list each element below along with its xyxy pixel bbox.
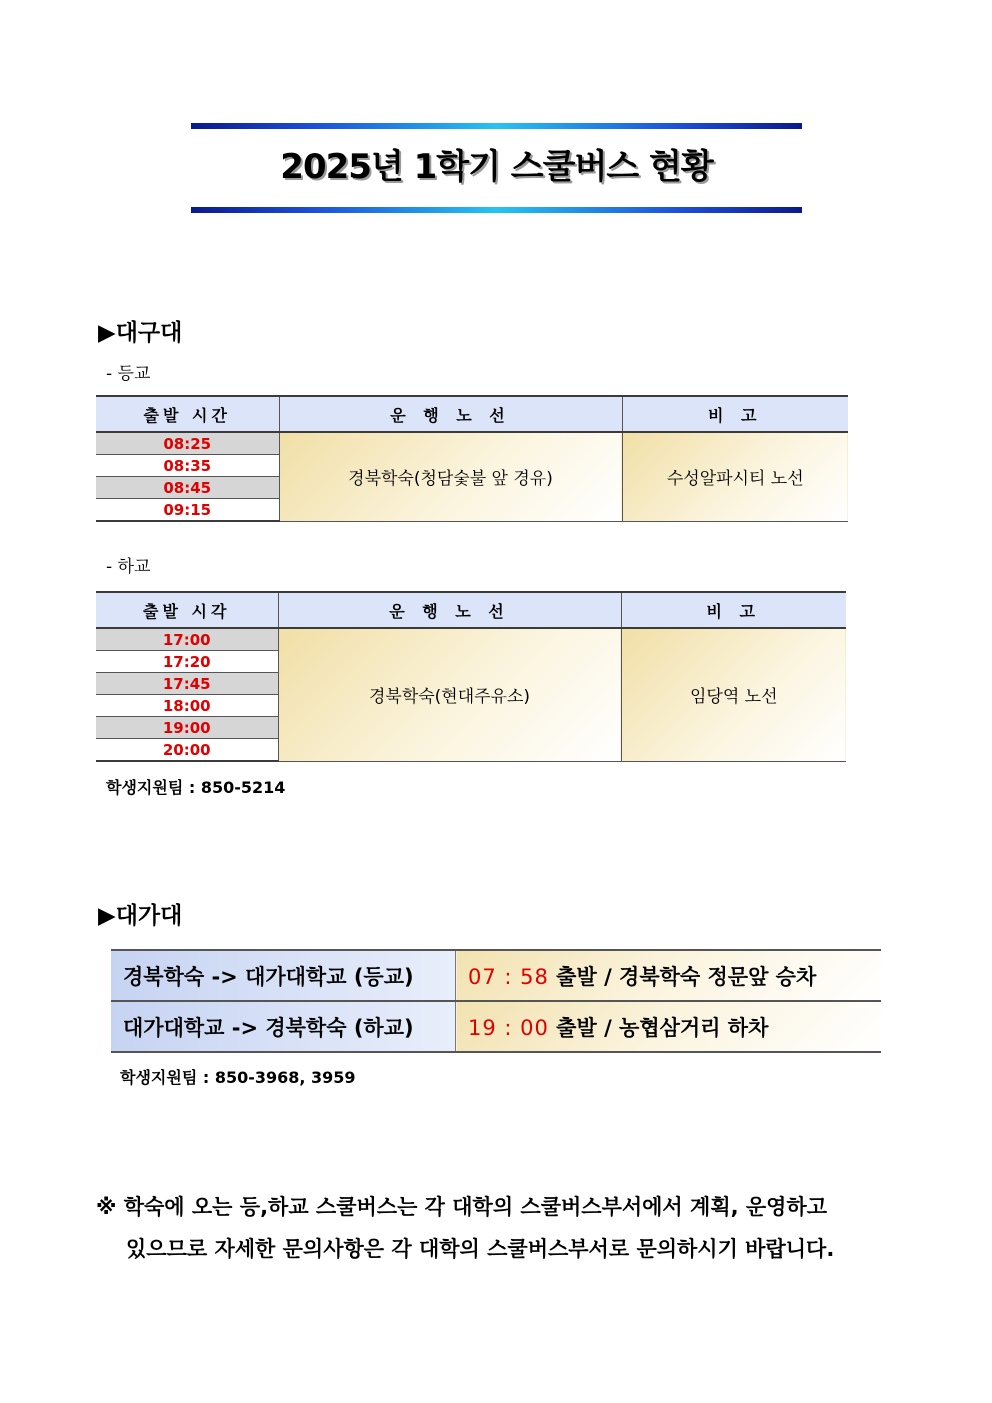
header-route: 운 행 노 선 [279,396,622,432]
notice-line-2: 있으므로 자세한 문의사항은 각 대학의 스쿨버스부서로 문의하시기 바랍니다. [126,1237,835,1261]
departure-info: 출발 / 농협삼거리 하차 [548,1015,769,1040]
header-departure-time: 출발 시각 [96,592,278,628]
section-heading-daegu: ▶대구대 [98,320,183,346]
label-from-school: - 하교 [106,557,151,577]
time-cell: 08:25 [96,432,279,455]
route-cell: 경북학숙(현대주유소) [278,628,621,761]
time-cell: 08:35 [96,455,279,477]
info-cell [456,1001,882,1052]
section-heading-daegu-catholic: ▶대가대 [98,903,183,929]
route-cell: 경북학숙(청담숯불 앞 경유) [279,432,622,521]
daegu-from-school-table [96,591,846,762]
header-departure-time: 출발 시간 [96,396,279,432]
title-bar-bottom [191,207,802,213]
label-to-school: - 등교 [106,364,151,384]
header-note: 비 고 [622,396,848,432]
time-cell: 19:00 [96,717,278,739]
table-row [111,950,881,1001]
time-cell: 17:20 [96,651,278,673]
info-cell [456,950,882,1001]
departure-time: 19 : 00 [468,1015,549,1040]
time-cell: 17:00 [96,628,278,651]
route-cell: 경북학숙 -> 대가대학교 (등교) [111,950,456,1001]
daegu-to-school-table [96,395,848,522]
departure-time: 07 : 58 [468,964,549,989]
time-cell: 17:45 [96,673,278,695]
header-note: 비 고 [621,592,846,628]
page-title: 2025년 1학기 스쿨버스 현황 [280,147,713,187]
title-bar-top [191,123,802,129]
notice [96,1186,906,1270]
title-block [191,123,802,214]
table-row [111,1001,881,1052]
time-cell: 18:00 [96,695,278,717]
contact-daegu: 학생지원팀 : 850-5214 [106,778,286,797]
notice-line-1: ※ 학숙에 오는 등,하교 스쿨버스는 각 대학의 스쿨버스부서에서 계획, 운영하고 [96,1195,828,1219]
departure-info: 출발 / 경북학숙 정문앞 승차 [548,964,817,989]
note-cell: 임당역 노선 [621,628,846,761]
route-cell: 대가대학교 -> 경북학숙 (하교) [111,1001,456,1052]
daegu-catholic-table [111,949,881,1053]
header-route: 운 행 노 선 [278,592,621,628]
contact-daegu-catholic: 학생지원팀 : 850-3968, 3959 [120,1068,356,1087]
time-cell: 20:00 [96,739,278,762]
time-cell: 08:45 [96,477,279,499]
time-cell: 09:15 [96,499,279,522]
note-cell: 수성알파시티 노선 [622,432,848,521]
